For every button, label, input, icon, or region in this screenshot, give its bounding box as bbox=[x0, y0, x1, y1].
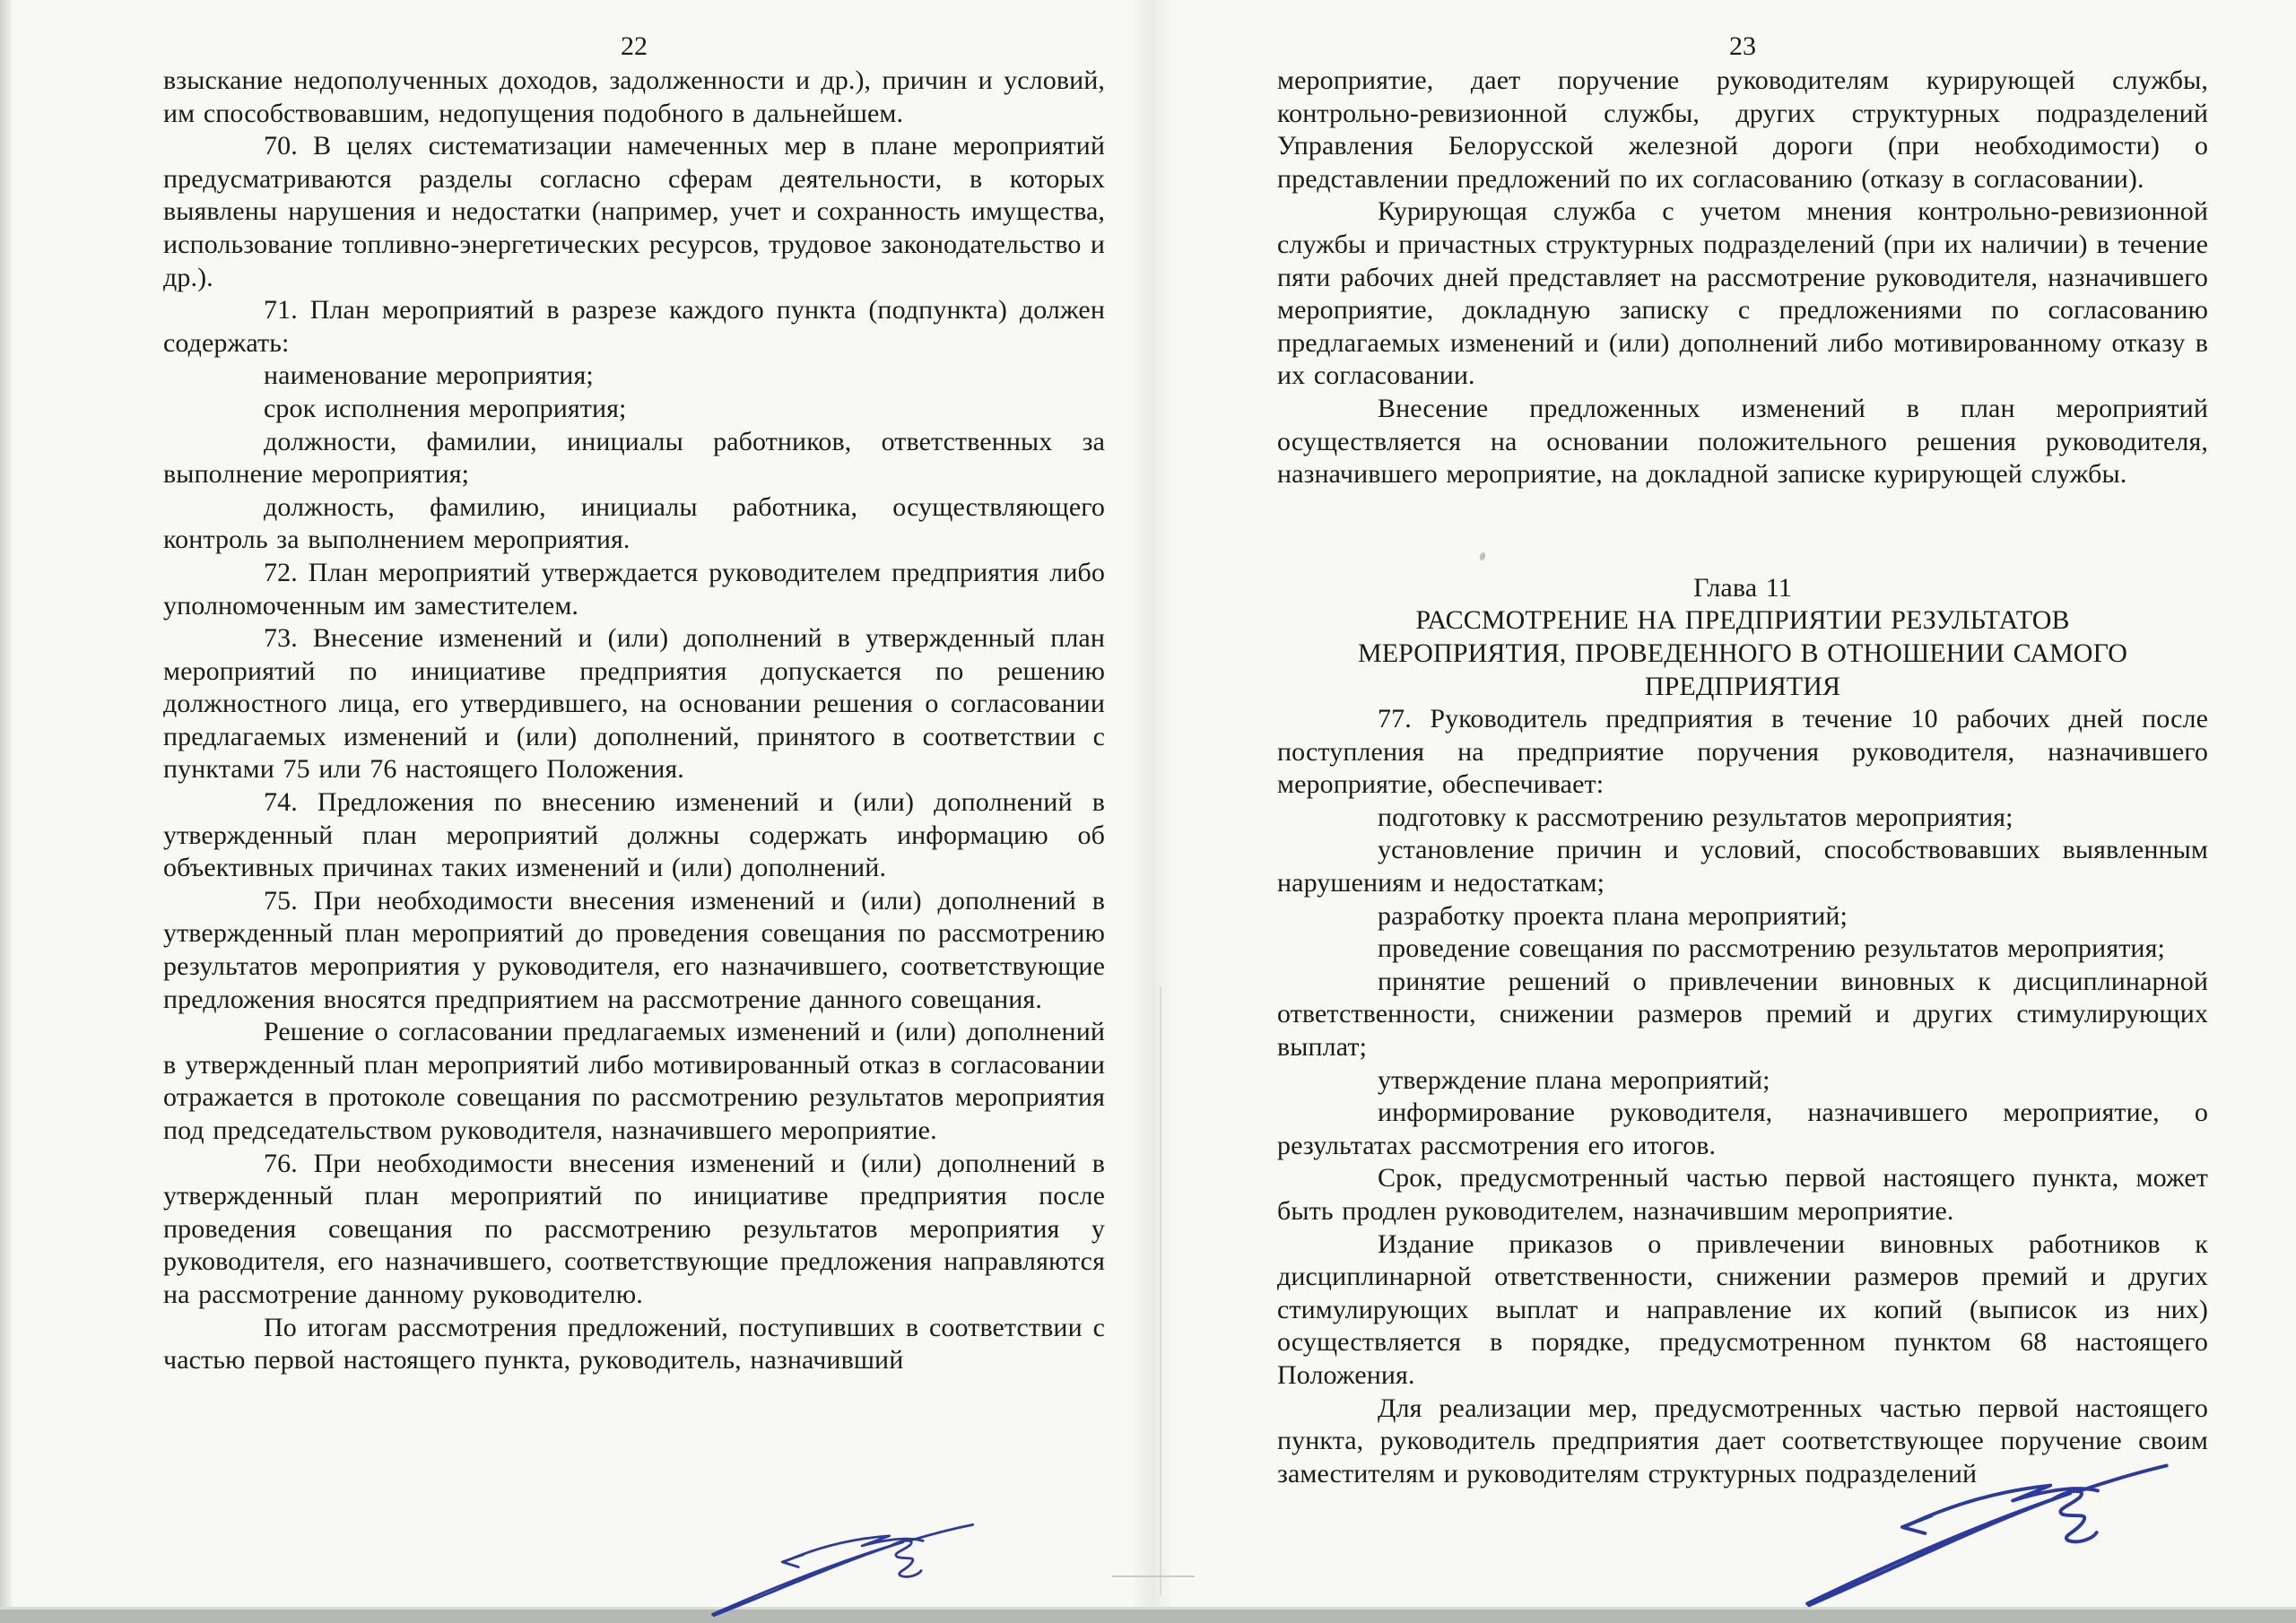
paragraph: принятие решений о привлечении виновных к дисциплинарной ответственности, снижении размеров премий и других стимулирующих выплат; bbox=[1277, 966, 2208, 1063]
page-gutter-shadow bbox=[1132, 0, 1173, 1610]
paragraph: 75. При необходимости внесения изменений и (или) дополнений в утвержденный план мероприятий до проведения совещания по рассмотрению результатов мероприятия у руководителя, его назначившего, соответствующие предложения вносятся предприятием на рассмотрение данного совещания. bbox=[163, 885, 1105, 1014]
paragraph: должности, фамилии, инициалы работников, ответственных за выполнение мероприятия; bbox=[163, 426, 1105, 490]
signature-scribble bbox=[659, 1517, 1022, 1623]
paragraph: наименование мероприятия; bbox=[264, 360, 594, 391]
paragraph: 70. В целях систематизации намеченных мер в плане мероприятий предусматриваются разделы согласно сферам деятельности, в которых выявлены нарушения и недостатки (например, учет и сохранность имущества, использование топливно-энергетических ресурсов, трудовое законодательство и др.). bbox=[163, 131, 1105, 292]
paragraph: 74. Предложения по внесению изменений и (или) дополнений в утвержденный план мероприятий должны содержать информацию об объективных причинах таких изменений и (или) дополнений. bbox=[163, 787, 1105, 883]
signature-stroke bbox=[909, 1524, 973, 1541]
paragraph: 77. Руководитель предприятия в течение 10 рабочих дней после поступления на предприятие поручения руководителя, назначившего мероприятие, обеспечивает: bbox=[1277, 704, 2208, 800]
paragraph: Решение о согласовании предлагаемых изменений и (или) дополнений в утвержденный план мероприятий либо мотивированный отказ в согласовании отражается в протоколе совещания по рассмотрению результатов мероприятия под председательством руководителя, назначившего мероприятие. bbox=[163, 1017, 1105, 1145]
page-23 bbox=[1277, 0, 2208, 1610]
page-number: 23 bbox=[1729, 31, 1756, 61]
paragraph: утверждение плана мероприятий; bbox=[1378, 1064, 1770, 1095]
text-flow bbox=[163, 65, 1105, 1377]
paragraph: информирование руководителя, назначившего мероприятие, о результатах рассмотрения его итогов. bbox=[1277, 1098, 2208, 1160]
signature-scribble bbox=[1778, 1454, 2190, 1617]
paragraph: Срок, предусмотренный частью первой настоящего пункта, может быть продлен руководителем, назначившим мероприятие. bbox=[1277, 1163, 2208, 1226]
paragraph: 72. План мероприятий утверждается руководителем предприятия либо уполномоченным им заместителем. bbox=[163, 557, 1105, 621]
paragraph: 71. План мероприятий в разрезе каждого пункта (подпункта) должен содержать: bbox=[163, 295, 1105, 358]
signature-stroke bbox=[891, 1541, 921, 1576]
paragraph: Для реализации мер, предусмотренных частью первой настоящего пункта, руководитель предприятия дает соответствующее поручение своим заместителям и руководителям структурных подразделений bbox=[1277, 1393, 2208, 1488]
scan-artifact-line bbox=[1112, 1575, 1195, 1577]
paragraph: разработку проекта плана мероприятий; bbox=[1378, 900, 1848, 931]
paragraph: По итогам рассмотрения предложений, поступивших в соответствии с частью первой настоящего пункта, руководитель, назначивший bbox=[163, 1312, 1105, 1376]
paragraph: Издание приказов о привлечении виновных работников к дисциплинарной ответственности, снижении размеров премий и других стимулирующих выплат и направление их копий (выписок из них) осуществляется в порядке, предусмотренном пунктом 68 настоящего Положения. bbox=[1277, 1228, 2208, 1390]
chapter-heading-line: Глава 11 bbox=[1693, 572, 1792, 603]
paragraph: должность, фамилию, инициалы работника, осуществляющего контроль за выполнением мероприятия. bbox=[163, 491, 1105, 555]
chapter-heading-line: МЕРОПРИЯТИЯ, ПРОВЕДЕННОГО В ОТНОШЕНИИ САМОГО bbox=[1357, 638, 2128, 668]
paragraph: срок исполнения мероприятия; bbox=[264, 393, 627, 423]
page-22 bbox=[163, 0, 1105, 1610]
chapter-heading-line: ПРЕДПРИЯТИЯ bbox=[1644, 671, 1841, 701]
text-flow bbox=[1277, 65, 2208, 1490]
chapter-heading-line: РАССМОТРЕНИЕ НА ПРЕДПРИЯТИИ РЕЗУЛЬТАТОВ bbox=[1415, 605, 2070, 636]
paragraph: 73. Внесение изменений и (или) дополнений в утвержденный план мероприятий по инициативе предприятия допускается по решению должностного лица, его утвердившего, на основании решения о согласовании предлагаемых изменений и (или) дополнений, принятого в соответствии с пунктами 75 или 76 настоящего Положения. bbox=[163, 623, 1105, 785]
page-number: 22 bbox=[621, 31, 648, 61]
paragraph: установление причин и условий, способствовавших выявленным нарушениям и недостаткам; bbox=[1277, 835, 2208, 898]
paragraph: 76. При необходимости внесения изменений и (или) дополнений в утвержденный план мероприятий по инициативе предприятия после проведения совещания по рассмотрению результатов мероприятия у руководителя, его назначившего, соответствующие предложения направляются на рассмотрение данному руководителю. bbox=[163, 1148, 1105, 1309]
paragraph: проведение совещания по рассмотрению результатов мероприятия; bbox=[1378, 933, 2165, 964]
paragraph: Курирующая служба с учетом мнения контрольно-ревизионной службы и причастных структурных подразделений (при их наличии) в течение пяти рабочих дней представляет на рассмотрение руководителя, назначившего мероприятие, докладную записку с предложениями по согласованию предлагаемых изменений и (или) дополнений либо мотивированному отказу в их согласовании. bbox=[1277, 196, 2208, 391]
signature-stroke bbox=[2078, 1466, 2168, 1492]
paragraph: Внесение предложенных изменений в план мероприятий осуществляется на основании положительного решения руководителя, назначившего мероприятие, на докладной записке курирующей службы. bbox=[1277, 393, 2208, 490]
scan-bottom-edge bbox=[0, 1610, 2296, 1623]
paragraph: взыскание недополученных доходов, задолженности и др.), причин и условий, им способствовавшим, недопущения подобного в дальнейшем. bbox=[163, 65, 1105, 128]
scan-left-edge-shadow bbox=[0, 0, 18, 1610]
paragraph: подготовку к рассмотрению результатов мероприятия; bbox=[1378, 802, 2013, 832]
page-gutter-line bbox=[1160, 986, 1161, 1596]
paragraph: мероприятие, дает поручение руководителям курирующей службы, контрольно-ревизионной службы, других структурных подразделений Управления Белорусской железной дороги (при необходимости) о представлении предложений по их согласованию (отказу в согласовании). bbox=[1277, 65, 2208, 194]
